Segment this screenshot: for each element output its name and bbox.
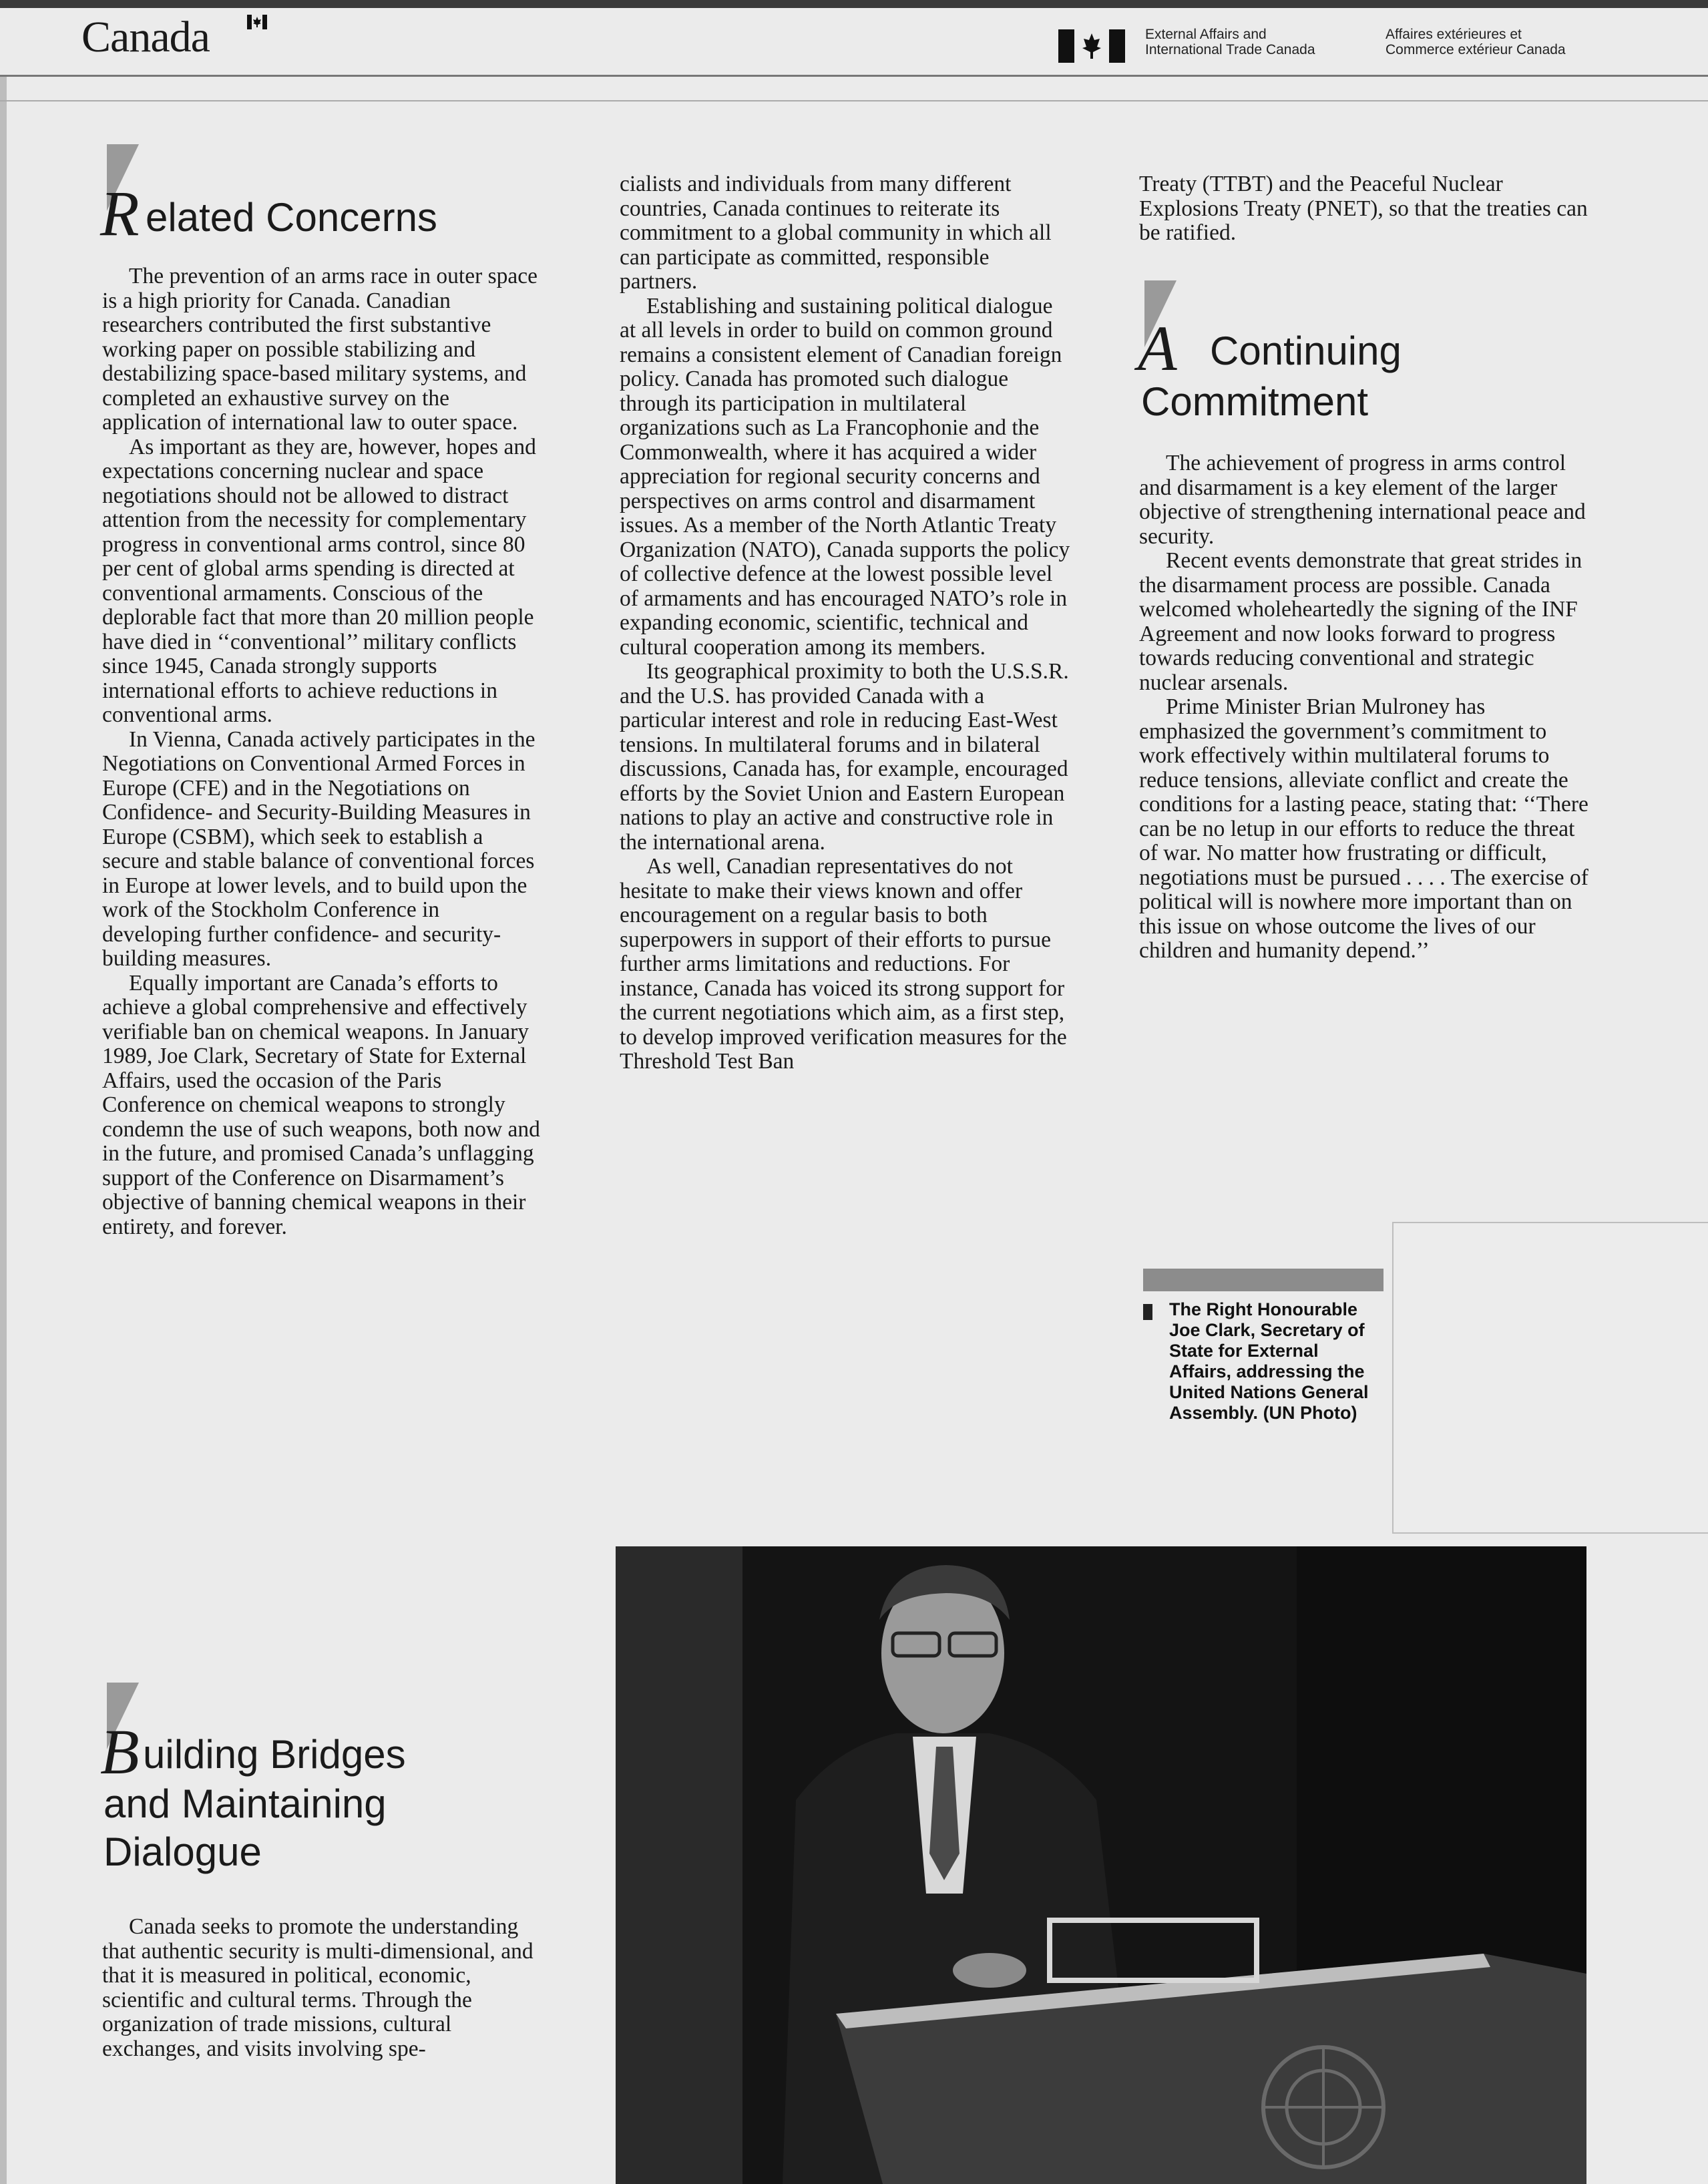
heading-line: uilding Bridges xyxy=(143,1732,406,1777)
paragraph: As well, Canadian representatives do not hesitate to make their views known and offer encouragement on a regular basis to both superpowers in support of their efforts to pursue further arms limitations and reductions. For instance, Canada has voiced its strong support for the current negotiations which aim, as a first step, to develop improved verification measures for the Threshold Test Ban xyxy=(620,854,1067,1074)
department-name-en xyxy=(1145,27,1315,57)
heading-building-bridges xyxy=(99,1683,540,1903)
caption-bar xyxy=(1143,1269,1383,1291)
paragraph: As important as they are, however, hopes and expectations concerning nuclear and space negotiations should not be allowed to distract attention from the necessity for complementary progress in conventional arms control, since 80 per cent of global arms spending is directed at conventional armaments. Conscious of the deplorable fact that more than 20 million people have died in ‘‘conventional’’ military conflicts since 1945, Canada strongly supports international efforts to achieve reductions in conventional arms. xyxy=(102,434,536,727)
heading-line: Commitment xyxy=(1141,379,1369,424)
heading-line: and Maintaining xyxy=(103,1781,387,1826)
paragraph: Recent events demonstrate that great strides in the disarmament process are possible. Canada welcomed wholeheartedly the signing of the INF Agreement and now looks forward to progress towards reducing conventional and strategic nuclear arsenals. xyxy=(1139,548,1582,695)
department-en-line: International Trade Canada xyxy=(1145,42,1315,57)
column-left-bottom-text xyxy=(102,1915,543,2061)
photo-caption: The Right Honourable Joe Clark, Secretary of State for External Affairs, addressing the United Nations General Assembly. (UN Photo) xyxy=(1169,1299,1369,1423)
paragraph: cialists and individuals from many different countries, Canada continues to reiterate its commitment to a global community in which all can participate as committed, responsible partners. xyxy=(620,172,1052,294)
page-header xyxy=(0,8,1708,75)
photo-corner-box xyxy=(1392,1222,1708,1534)
caption-square-icon xyxy=(1143,1304,1152,1320)
canada-wordmark: Canada xyxy=(81,13,210,61)
paragraph: Equally important are Canada’s efforts to achieve a global comprehensive and effectively verifiable ban on chemical weapons. In January 1989, Joe Clark, Secretary of State for External Affairs, used the occasion of the Paris Conference on chemical weapons to strongly condemn the use of such weapons, both now and in the future, and promised Canada’s unflagging support of the Conference on Disarmament’s objective of banning chemical weapons in their entirety, and forever. xyxy=(102,970,540,1239)
department-en-line: External Affairs and xyxy=(1145,27,1267,42)
paragraph: Treaty (TTBT) and the Peaceful Nuclear Explosions Treaty (PNET), so that the treaties can be ratified. xyxy=(1139,172,1588,245)
department-fr-line: Commerce extérieur Canada xyxy=(1385,42,1566,57)
column-middle-text xyxy=(620,172,1072,1074)
heading-rest: elated Concerns xyxy=(146,195,437,240)
heading-continuing-commitment xyxy=(1136,280,1577,434)
wordmark-flag-icon xyxy=(247,15,267,29)
column-right-top-text xyxy=(1139,172,1593,246)
heading-initial: R xyxy=(100,178,140,249)
paragraph: Establishing and sustaining political dialogue at all levels in order to build on common ground remains a consistent element of Canadian foreign policy. Canada has promoted such dialogue through its participation in multilateral organizations such as La Francophonie and the Commonwealth, where it has acquired a wider appreciation for regional security concerns and perspectives on arms control and disarmament issues. As a member of the North Atlantic Treaty Organization (NATO), Canada supports the policy of collective defence at the lowest possible level of armaments and has encouraged NATO’s role in expanding economic, scientific, technical and cultural cooperation among its members. xyxy=(620,293,1070,660)
header-rule xyxy=(0,75,1708,77)
heading-line: Dialogue xyxy=(103,1829,262,1874)
department-name-fr xyxy=(1385,27,1566,57)
photo-joe-clark xyxy=(616,1546,1586,2184)
column-left-text xyxy=(102,264,543,1239)
header-rule-thin xyxy=(0,100,1708,101)
canada-flag-icon xyxy=(1058,29,1125,63)
paragraph: The prevention of an arms race in outer space is a high priority for Canada. Canadian researchers contributed the first substantive working paper on possible stabilizing and destabilizing space-based military systems, and completed an exhaustive survey on the application of international law to outer space. xyxy=(102,264,538,435)
paragraph: Prime Minister Brian Mulroney has emphasized the government’s commitment to work effectively within multilateral forums to reduce tensions, alleviate conflict and create the conditions for a lasting peace, stating that: ‘‘There can be no letup in our efforts to reduce the threat of war. No matter how frustrating or difficult, negotiations must be pursued . . . . The exercise of political will is nowhere more important than on this issue on whose outcome the lives of our children and humanity depend.’’ xyxy=(1139,694,1588,963)
heading-related-concerns xyxy=(99,144,513,249)
photo-illustration xyxy=(616,1546,1586,2184)
paragraph: In Vienna, Canada actively participates in the Negotiations on Conventional Armed Forces in Europe (CFE) and in the Negotiations on Confidence- and Security-Building Measures in Europe (CSBM), which seek to establish a secure and stable balance of conventional forces in Europe at lower levels, and to build upon the work of the Stockholm Conference in developing further confidence- and security-building measures. xyxy=(102,726,536,971)
heading-line: Continuing xyxy=(1210,329,1402,373)
heading-initial: B xyxy=(100,1716,140,1787)
department-fr-line: Affaires extérieures et xyxy=(1385,27,1522,42)
paragraph: The achievement of progress in arms control and disarmament is a key element of the larger objective of strengthening international peace and security. xyxy=(1139,451,1586,549)
paragraph: Its geographical proximity to both the U.S.S.R. and the U.S. has provided Canada with a particular interest and role in reducing East-West tensions. In multilateral forums and in bilateral discussions, Canada has, for example, encouraged efforts by the Soviet Union and Eastern European nations to play an active and constructive role in the international arena. xyxy=(620,659,1069,855)
heading-initial: A xyxy=(1138,312,1177,384)
left-page-edge xyxy=(0,77,7,2184)
column-right-text xyxy=(1139,451,1593,963)
paragraph: Canada seeks to promote the understanding that authentic security is multi-dimensional, and that it is measured in political, economic, scientific and cultural terms. Through the organization of trade missions, cultural exchanges, and visits involving spe- xyxy=(102,1914,533,2061)
top-dark-band xyxy=(0,0,1708,8)
